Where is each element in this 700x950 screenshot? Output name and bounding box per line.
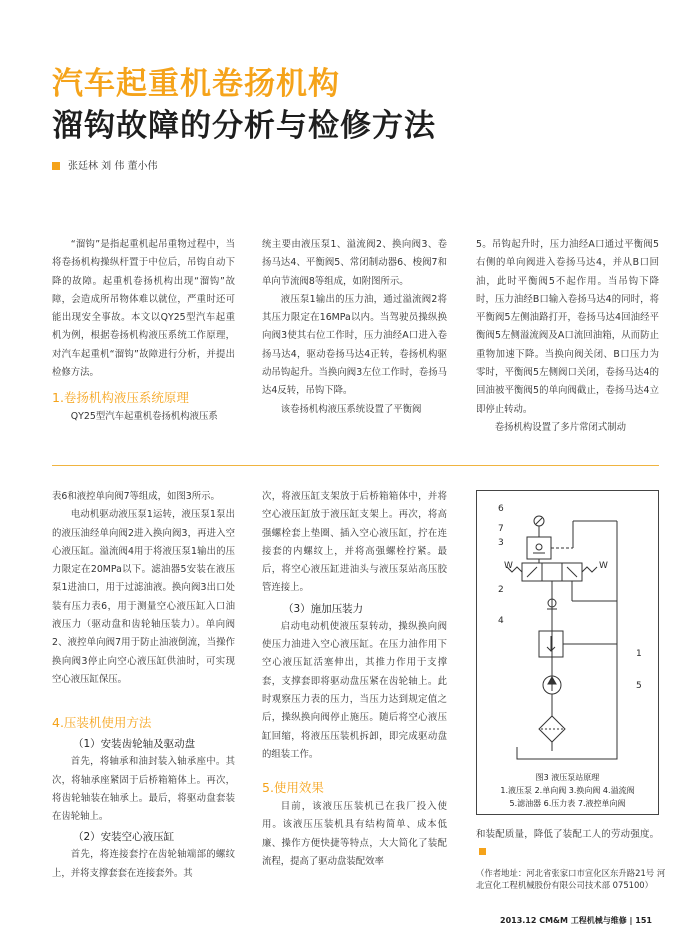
figure-3 (476, 490, 659, 815)
label-5: 5 (636, 681, 642, 691)
paragraph: 首先，将轴承和油封装入轴承座中。其次，将轴承座紧固于后桥箱箱体上。再次，将齿轮轴装在轴承上。最后，将驱动盘套装在齿轮轴上。 (52, 756, 235, 823)
paragraph: 目前，该液压压装机已在我厂投入使用。该液压压装机具有结构简单、成本低廉、操作方便快捷等特点，大大简化了装配流程，提高了驱动盘装配效率 (262, 801, 447, 868)
label-4: 4 (498, 616, 504, 626)
author-address: （作者地址：河北省张家口市宣化区东升路21号 河北宣化工程机械股份有限公司技术部 075100） (476, 868, 666, 890)
title-line-2: 溜钩故障的分析与检修方法 (52, 108, 436, 144)
paragraph: 首先，将连接套拧在齿轮轴端部的螺纹上，并将支撑套套在连接套外。其 (52, 849, 235, 879)
spring-label-left: W (504, 561, 513, 571)
paragraph: 该卷扬机构液压系统设置了平衡阀 (280, 403, 422, 415)
column-2-top (262, 236, 447, 419)
paragraph: 启动电动机使液压泵转动，操纵换向阀使压力油进入空心液压缸。在压力油作用下空心液压缸活塞伸出，其推力作用于支撑套，支撑套即将驱动盘压紧在齿轮轴上。此时观察压力表的压力，当压力达到规定值之后，操纵换向阀停止施压。随后将空心液压缸回缩，将液压压装机拆卸，即完成驱动盘的组装工作。 (262, 620, 447, 760)
subheading: （2）安装空心液压缸 (73, 831, 175, 844)
paragraph: QY25型汽车起重机卷扬机构液压系 (70, 411, 218, 423)
title-line-1: 汽车起重机卷扬机构 (52, 66, 340, 102)
paragraph: 电动机驱动液压泵1运转，液压泵1泵出的液压油经单向阀2进入换向阀3，再进入空心液压缸。溢流阀4用于将液压泵1输出的压力限定在20MPa以下。滤油器5安装在液压泵1进油口，用于过滤油液。换向阀3出口处装有压力表6，用于测量空心液压缸入口油液压力（驱动盘和齿轮轴压装力）。单向阀2、液控单向阀7用于防止油液倒流，当操作换向阀3停止向空心液压缸供油时，可实现空心液压缸保压。 (52, 509, 235, 685)
paragraph: 液压泵1输出的压力油，通过溢流阀2将其压力限定在16MPa以内。当驾驶员操纵换向阀3使其右位工作时，压力油经A口进入卷扬马达4，驱动卷扬马达4正转，卷扬机构驱动吊钩起升。当换向阀3左位工作时，卷扬马达4反转，吊钩下降。 (262, 293, 447, 397)
label-1: 1 (636, 649, 642, 659)
label-7: 7 (498, 524, 504, 534)
spring-label-right: W (599, 561, 608, 571)
page-footer: 2013.12 CM&M 工程机械与维修 | 151 (500, 916, 652, 925)
column-1-top (52, 236, 235, 427)
hydraulic-schematic (477, 491, 658, 766)
paragraph (476, 826, 659, 863)
caption-line-1: 1.液压泵 2.单向阀 3.换向阀 4.溢流阀 (500, 786, 635, 795)
subheading: （1）安装齿轮轴及驱动盘 (73, 738, 196, 751)
section-heading-1: 1.卷扬机构液压系统原理 (52, 390, 189, 406)
label-2: 2 (498, 585, 504, 595)
square-bullet-icon (52, 162, 60, 170)
caption-title: 图3 液压泵站原理 (535, 773, 600, 782)
column-3-top (476, 236, 659, 437)
label-6: 6 (498, 504, 504, 514)
figure-caption (477, 771, 658, 810)
authors (52, 157, 158, 172)
paragraph: 5。吊钩起升时，压力油经A口通过平衡阀5右侧的单向阀进入卷扬马达4，并从B口回油，此时平衡阀5不起作用。当吊钩下降时，压力油经B口输入卷扬马达4的同时，将平衡阀5左侧油路打开，卷扬马达4回油经平衡阀5左侧溢流阀及A口流回油箱，从而防止重物加速下降。当换向阀关闭、B口压力为零时，平衡阀5左侧阀口关闭，卷扬马达4的回油被平衡阀5的单向阀截止，卷扬马达4立即停止转动。 (476, 239, 659, 415)
author-names: 张廷林 刘 伟 董小伟 (68, 161, 158, 172)
label-3: 3 (498, 538, 504, 548)
column-2-bottom (262, 488, 447, 871)
column-3-bottom (476, 826, 659, 863)
section-heading-5: 5.使用效果 (262, 780, 324, 796)
paragraph: 次，将液压缸支架放于后桥箱箱体中，并将空心液压缸放于液压缸支架上。再次，将高强螺栓套上垫圈、插入空心液压缸，拧在连接套的内螺纹上，并将高强螺栓拧紧。最后，将空心液压缸进油头与液压泵站高压胶管连接上。 (262, 491, 447, 594)
end-mark-icon (479, 848, 486, 855)
column-1-bottom (52, 488, 235, 883)
paragraph: 统主要由液压泵1、溢流阀2、换向阀3、卷扬马达4、平衡阀5、常闭制动器6、梭阀7和单向节流阀8等组成，如附图所示。 (262, 239, 447, 287)
section-heading-4: 4.压装机使用方法 (52, 715, 152, 731)
paragraph: 卷扬机构设置了多片常闭式制动 (494, 421, 627, 433)
paragraph: 表6和液控单向阀7等组成，如图3所示。 (52, 491, 220, 502)
section-divider (52, 465, 659, 466)
paragraph: “溜钩”是指起重机起吊重物过程中，当将卷扬机构操纵杆置于中位后，吊钩自动下降的故障。起重机卷扬机构出现“溜钩”故障，会造成所吊物体难以就位，严重时还可能出现安全事故。本文以QY25型汽车起重机为例，根据卷扬机构液压系统工作原理，对汽车起重机“溜钩”故障进行分析，并提出检修方法。 (52, 239, 235, 379)
paragraph-text: 和装配质量，降低了装配工人的劳动强度。 (476, 829, 659, 840)
caption-line-2: 5.滤油器 6.压力表 7.液控单向阀 (509, 799, 626, 808)
subheading: （3）施加压装力 (283, 602, 364, 615)
